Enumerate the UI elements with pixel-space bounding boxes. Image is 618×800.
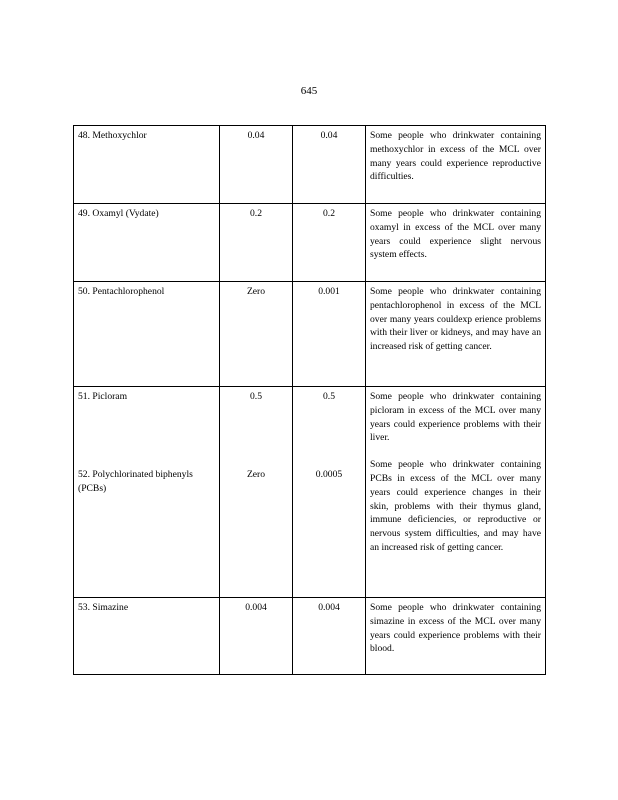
health-effect: Some people who drinkwater containing methoxychlor in excess of the MCL over many years could experience reproductive difficulties.: [366, 126, 546, 204]
mclg-value: 0.5: [250, 391, 262, 402]
health-effect-pcbs: Some people who drinkwater containing PCBs in excess of the MCL over many years could experience changes in their skin, problems with their thymus gland, immune deficiencies, or reproductive or nervous system difficulties, and may have an increased risk of getting cancer.: [370, 459, 541, 553]
table-row: [74, 126, 546, 204]
mclg-value: Zero: [220, 282, 293, 387]
health-effect: Some people who drinkwater containing picloram in excess of the MCL over many years could experience problems with their liver.: [370, 391, 541, 444]
table-row: [74, 282, 546, 387]
health-effect: Some people who drinkwater containing pentachlorophenol in excess of the MCL over many years couldexp erience problems with their liver or kidneys, and may have an increased risk of getting cancer.: [366, 282, 546, 387]
mclg-value: 0.04: [220, 126, 293, 204]
contaminant-name-pcbs: 52. Polychlorinated biphenyls (PCBs): [78, 468, 193, 494]
contaminant-name: 49. Oxamyl (Vydate): [74, 204, 220, 282]
health-effect: Some people who drinkwater containing simazine in excess of the MCL over many years could experience problems with their blood.: [366, 598, 546, 675]
table-row: [74, 598, 546, 675]
contaminant-name: 53. Simazine: [74, 598, 220, 675]
table-row: [74, 387, 546, 598]
health-effect: Some people who drinkwater containing oxamyl in excess of the MCL over many years could experience slight nervous system effects.: [366, 204, 546, 282]
contaminants-table: [73, 125, 546, 675]
mclg-value: 0.004: [220, 598, 293, 675]
contaminant-name: 48. Methoxychlor: [74, 126, 220, 204]
contaminant-name: 51. Picloram: [78, 391, 128, 402]
mcl-value: 0.004: [293, 598, 366, 675]
mclg-value-pcbs: Zero: [246, 468, 266, 480]
mcl-value: 0.04: [293, 126, 366, 204]
page-number: 645: [300, 85, 318, 97]
table-row: [74, 204, 546, 282]
mclg-value: 0.2: [220, 204, 293, 282]
contaminant-name: 50. Pentachlorophenol: [74, 282, 220, 387]
mcl-value: 0.2: [293, 204, 366, 282]
mcl-value: 0.001: [293, 282, 366, 387]
mcl-value-pcbs: 0.0005: [315, 468, 343, 480]
mcl-value: 0.5: [323, 391, 335, 402]
